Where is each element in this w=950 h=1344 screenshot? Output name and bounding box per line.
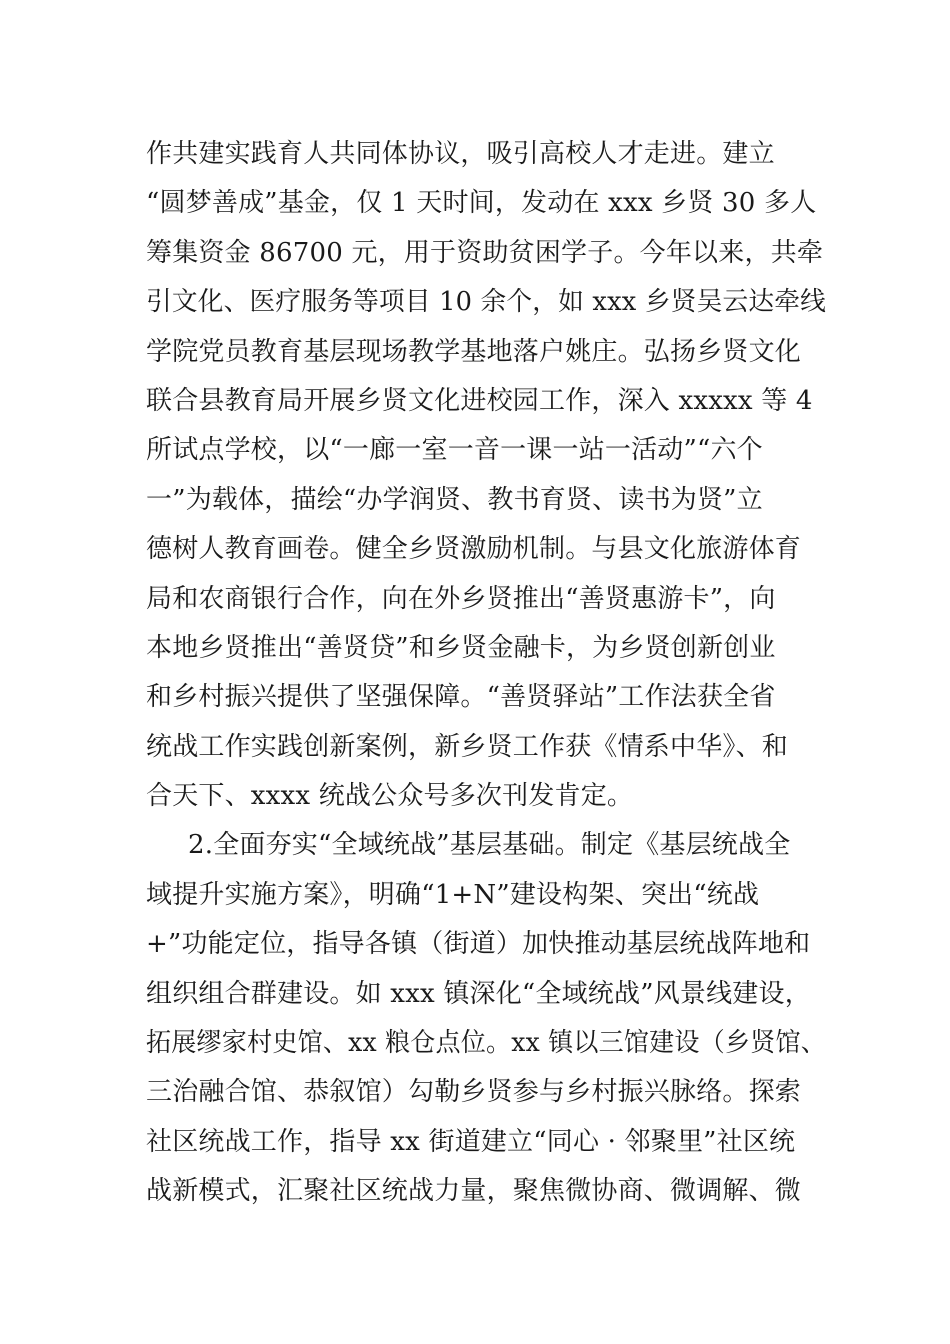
text-line: 本地乡贤推出“善贤贷”和乡贤金融卡，为乡贤创新创业 bbox=[146, 632, 776, 663]
text-line: 引文化、医疗服务等项目 10 余个，如 xxx 乡贤吴云达牵线 bbox=[146, 287, 827, 318]
text-line: 筹集资金 86700 元，用于资助贫困学子。今年以来，共牵 bbox=[146, 237, 824, 268]
paragraph-start-line: 2.全面夯实“全域统战”基层基础。制定《基层统战全 bbox=[188, 830, 791, 861]
text-line: 所试点学校，以“一廊一室一音一课一站一活动”“六个 bbox=[146, 435, 763, 466]
text-line: 统战工作实践创新案例，新乡贤工作获《情系中华》、和 bbox=[146, 731, 789, 762]
text-line: “圆梦善成”基金，仅 1 天时间，发动在 xxx 乡贤 30 多人 bbox=[146, 188, 817, 219]
text-line: 社区统战工作，指导 xx 街道建立“同心 · 邻聚里”社区统 bbox=[146, 1126, 796, 1157]
text-line: +”功能定位，指导各镇（街道）加快推动基层统战阵地和 bbox=[146, 929, 811, 960]
text-line: 三治融合馆、恭叙馆）勾勒乡贤参与乡村振兴脉络。探索 bbox=[146, 1077, 802, 1108]
text-line: 战新模式，汇聚社区统战力量，聚焦微协商、微调解、微 bbox=[146, 1176, 802, 1207]
text-line: 拓展缪家村史馆、xx 粮仓点位。xx 镇以三馆建设（乡贤馆、 bbox=[146, 1028, 827, 1059]
text-line: 一”为载体，描绘“办学润贤、教书育贤、读书为贤”立 bbox=[146, 484, 763, 515]
document-body bbox=[146, 130, 826, 1217]
text-line: 作共建实践育人共同体协议，吸引高校人才走进。建立 bbox=[146, 139, 775, 169]
text-line: 组织组合群建设。如 xxx 镇深化“全域统战”风景线建设， bbox=[146, 978, 811, 1009]
text-line: 联合县教育局开展乡贤文化进校园工作，深入 xxxxx 等 4 bbox=[146, 385, 813, 416]
text-line: 合天下、xxxx 统战公众号多次刊发肯定。 bbox=[146, 781, 634, 812]
text-line: 域提升实施方案》，明确“1+N”建设构架、突出“统战 bbox=[146, 879, 760, 910]
text-line: 德树人教育画卷。健全乡贤激励机制。与县文化旅游体育 bbox=[146, 534, 802, 565]
text-line: 和乡村振兴提供了坚强保障。“善贤驿站”工作法获全省 bbox=[146, 682, 776, 713]
text-line: 局和农商银行合作，向在外乡贤推出“善贤惠游卡”，向 bbox=[146, 583, 776, 614]
text-line: 学院党员教育基层现场教学基地落户姚庄。弘扬乡贤文化 bbox=[146, 336, 802, 367]
